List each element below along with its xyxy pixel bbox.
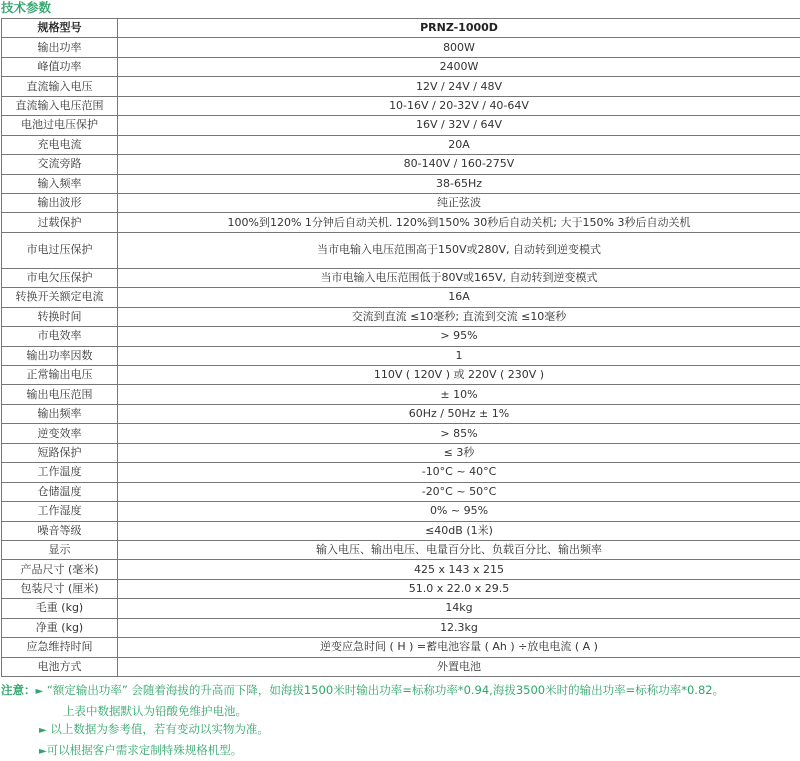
spec-label: 噪音等级	[2, 521, 118, 540]
note-line-1	[1, 681, 800, 702]
spec-label: 输出功率	[2, 38, 118, 57]
spec-value: 输入电压、输出电压、电量百分比、负载百分比、输出频率	[118, 540, 800, 559]
notes-section	[1, 681, 800, 761]
table-row	[2, 155, 800, 174]
spec-label: 逆变效率	[2, 424, 118, 443]
spec-label: 仓储温度	[2, 482, 118, 501]
arrow-right-icon: ►	[36, 686, 44, 697]
note-line-3	[1, 720, 800, 741]
spec-value: 16V / 32V / 64V	[118, 116, 800, 135]
spec-value: 10-16V / 20-32V / 40-64V	[118, 96, 800, 115]
spec-label: 工作温度	[2, 463, 118, 482]
spec-value: 当市电输入电压范围高于150V或280V, 自动转到逆变模式	[118, 232, 800, 268]
notes-label: 注意：	[1, 683, 36, 697]
table-row	[2, 116, 800, 135]
spec-label: 净重 (kg)	[2, 618, 118, 637]
note-text: 以上数据为参考值，若有变动以实物为准。	[50, 722, 269, 736]
spec-value: 2400W	[118, 57, 800, 76]
table-row	[2, 424, 800, 443]
table-row	[2, 268, 800, 287]
spec-value: 14kg	[118, 599, 800, 618]
spec-value: 1	[118, 346, 800, 365]
spec-label: 峰值功率	[2, 57, 118, 76]
table-row	[2, 57, 800, 76]
spec-value: -20°C ~ 50°C	[118, 482, 800, 501]
table-row	[2, 38, 800, 57]
spec-label: 正常输出电压	[2, 366, 118, 385]
spec-value: 16A	[118, 288, 800, 307]
spec-value: ≤40dB (1米)	[118, 521, 800, 540]
spec-label: 电池方式	[2, 657, 118, 676]
spec-label: 应急维持时间	[2, 638, 118, 657]
note-text: 可以根据客户需求定制特殊规格机型。	[47, 743, 243, 757]
table-row	[2, 232, 800, 268]
header-value: PRNZ-1000D	[118, 19, 800, 38]
table-row	[2, 327, 800, 346]
note-text: “额定输出功率” 会随着海拔的升高而下降，如海拔1500米时输出功率=标称功率*0.94,海拔3500米时的输出功率=标称功率*0.82。	[47, 683, 724, 697]
spec-label: 输入频率	[2, 174, 118, 193]
table-row	[2, 579, 800, 598]
spec-value: 20A	[118, 135, 800, 154]
spec-table	[1, 18, 800, 677]
table-row	[2, 135, 800, 154]
spec-value: > 95%	[118, 327, 800, 346]
table-row	[2, 521, 800, 540]
spec-value: 12V / 24V / 48V	[118, 77, 800, 96]
table-row	[2, 560, 800, 579]
table-row	[2, 599, 800, 618]
table-row	[2, 540, 800, 559]
spec-value: 外置电池	[118, 657, 800, 676]
spec-value: 12.3kg	[118, 618, 800, 637]
table-row	[2, 213, 800, 232]
spec-label: 直流输入电压	[2, 77, 118, 96]
table-row	[2, 657, 800, 676]
spec-value: 100%到120% 1分钟后自动关机. 120%到150% 30秒后自动关机; 大于150% 3秒后自动关机	[118, 213, 800, 232]
spec-value: ≤ 3秒	[118, 443, 800, 462]
spec-label: 产品尺寸 (毫米)	[2, 560, 118, 579]
spec-label: 充电电流	[2, 135, 118, 154]
table-row	[2, 385, 800, 404]
spec-value: 60Hz / 50Hz ± 1%	[118, 404, 800, 423]
table-row	[2, 463, 800, 482]
spec-value: 38-65Hz	[118, 174, 800, 193]
note-line-4	[1, 741, 800, 761]
arrow-right-icon: ►	[39, 746, 47, 757]
table-row	[2, 288, 800, 307]
spec-label: 短路保护	[2, 443, 118, 462]
spec-label: 市电过压保护	[2, 232, 118, 268]
spec-label: 过载保护	[2, 213, 118, 232]
note-line-2	[1, 702, 800, 721]
spec-value: 80-140V / 160-275V	[118, 155, 800, 174]
table-row	[2, 96, 800, 115]
spec-label: 输出功率因数	[2, 346, 118, 365]
table-row	[2, 174, 800, 193]
spec-label: 显示	[2, 540, 118, 559]
spec-label: 输出波形	[2, 193, 118, 212]
table-row	[2, 638, 800, 657]
arrow-right-icon: ►	[39, 725, 47, 736]
spec-label: 工作湿度	[2, 502, 118, 521]
spec-label: 输出频率	[2, 404, 118, 423]
spec-label: 输出电压范围	[2, 385, 118, 404]
table-row	[2, 77, 800, 96]
spec-label: 市电欠压保护	[2, 268, 118, 287]
table-row	[2, 618, 800, 637]
spec-value: 110V ( 120V ) 或 220V ( 230V )	[118, 366, 800, 385]
spec-value: 逆变应急时间 ( H ) =蓄电池容量 ( Ah ) ÷放电电流 ( A )	[118, 638, 800, 657]
spec-value: -10°C ~ 40°C	[118, 463, 800, 482]
spec-value: 800W	[118, 38, 800, 57]
table-row	[2, 307, 800, 326]
spec-value: 纯正弦波	[118, 193, 800, 212]
table-row	[2, 443, 800, 462]
spec-value: 51.0 x 22.0 x 29.5	[118, 579, 800, 598]
note-text: 上表中数据默认为铅酸免维护电池。	[63, 704, 247, 718]
spec-table-body	[2, 38, 800, 677]
spec-label: 毛重 (kg)	[2, 599, 118, 618]
spec-value: 交流到直流 ≤10毫秒; 直流到交流 ≤10毫秒	[118, 307, 800, 326]
header-label: 规格型号	[2, 19, 118, 38]
table-row	[2, 346, 800, 365]
spec-value: > 85%	[118, 424, 800, 443]
spec-label: 转换开关额定电流	[2, 288, 118, 307]
spec-label: 包装尺寸 (厘米)	[2, 579, 118, 598]
section-title: 技术参数	[1, 0, 51, 15]
table-row	[2, 404, 800, 423]
spec-label: 市电效率	[2, 327, 118, 346]
spec-value: ± 10%	[118, 385, 800, 404]
spec-value: 当市电输入电压范围低于80V或165V, 自动转到逆变模式	[118, 268, 800, 287]
table-row	[2, 482, 800, 501]
spec-value: 425 x 143 x 215	[118, 560, 800, 579]
table-row	[2, 502, 800, 521]
spec-label: 交流旁路	[2, 155, 118, 174]
spec-label: 电池过电压保护	[2, 116, 118, 135]
table-row	[2, 366, 800, 385]
spec-label: 转换时间	[2, 307, 118, 326]
spec-value: 0% ~ 95%	[118, 502, 800, 521]
table-row	[2, 193, 800, 212]
spec-label: 直流输入电压范围	[2, 96, 118, 115]
table-header-row	[2, 19, 800, 38]
